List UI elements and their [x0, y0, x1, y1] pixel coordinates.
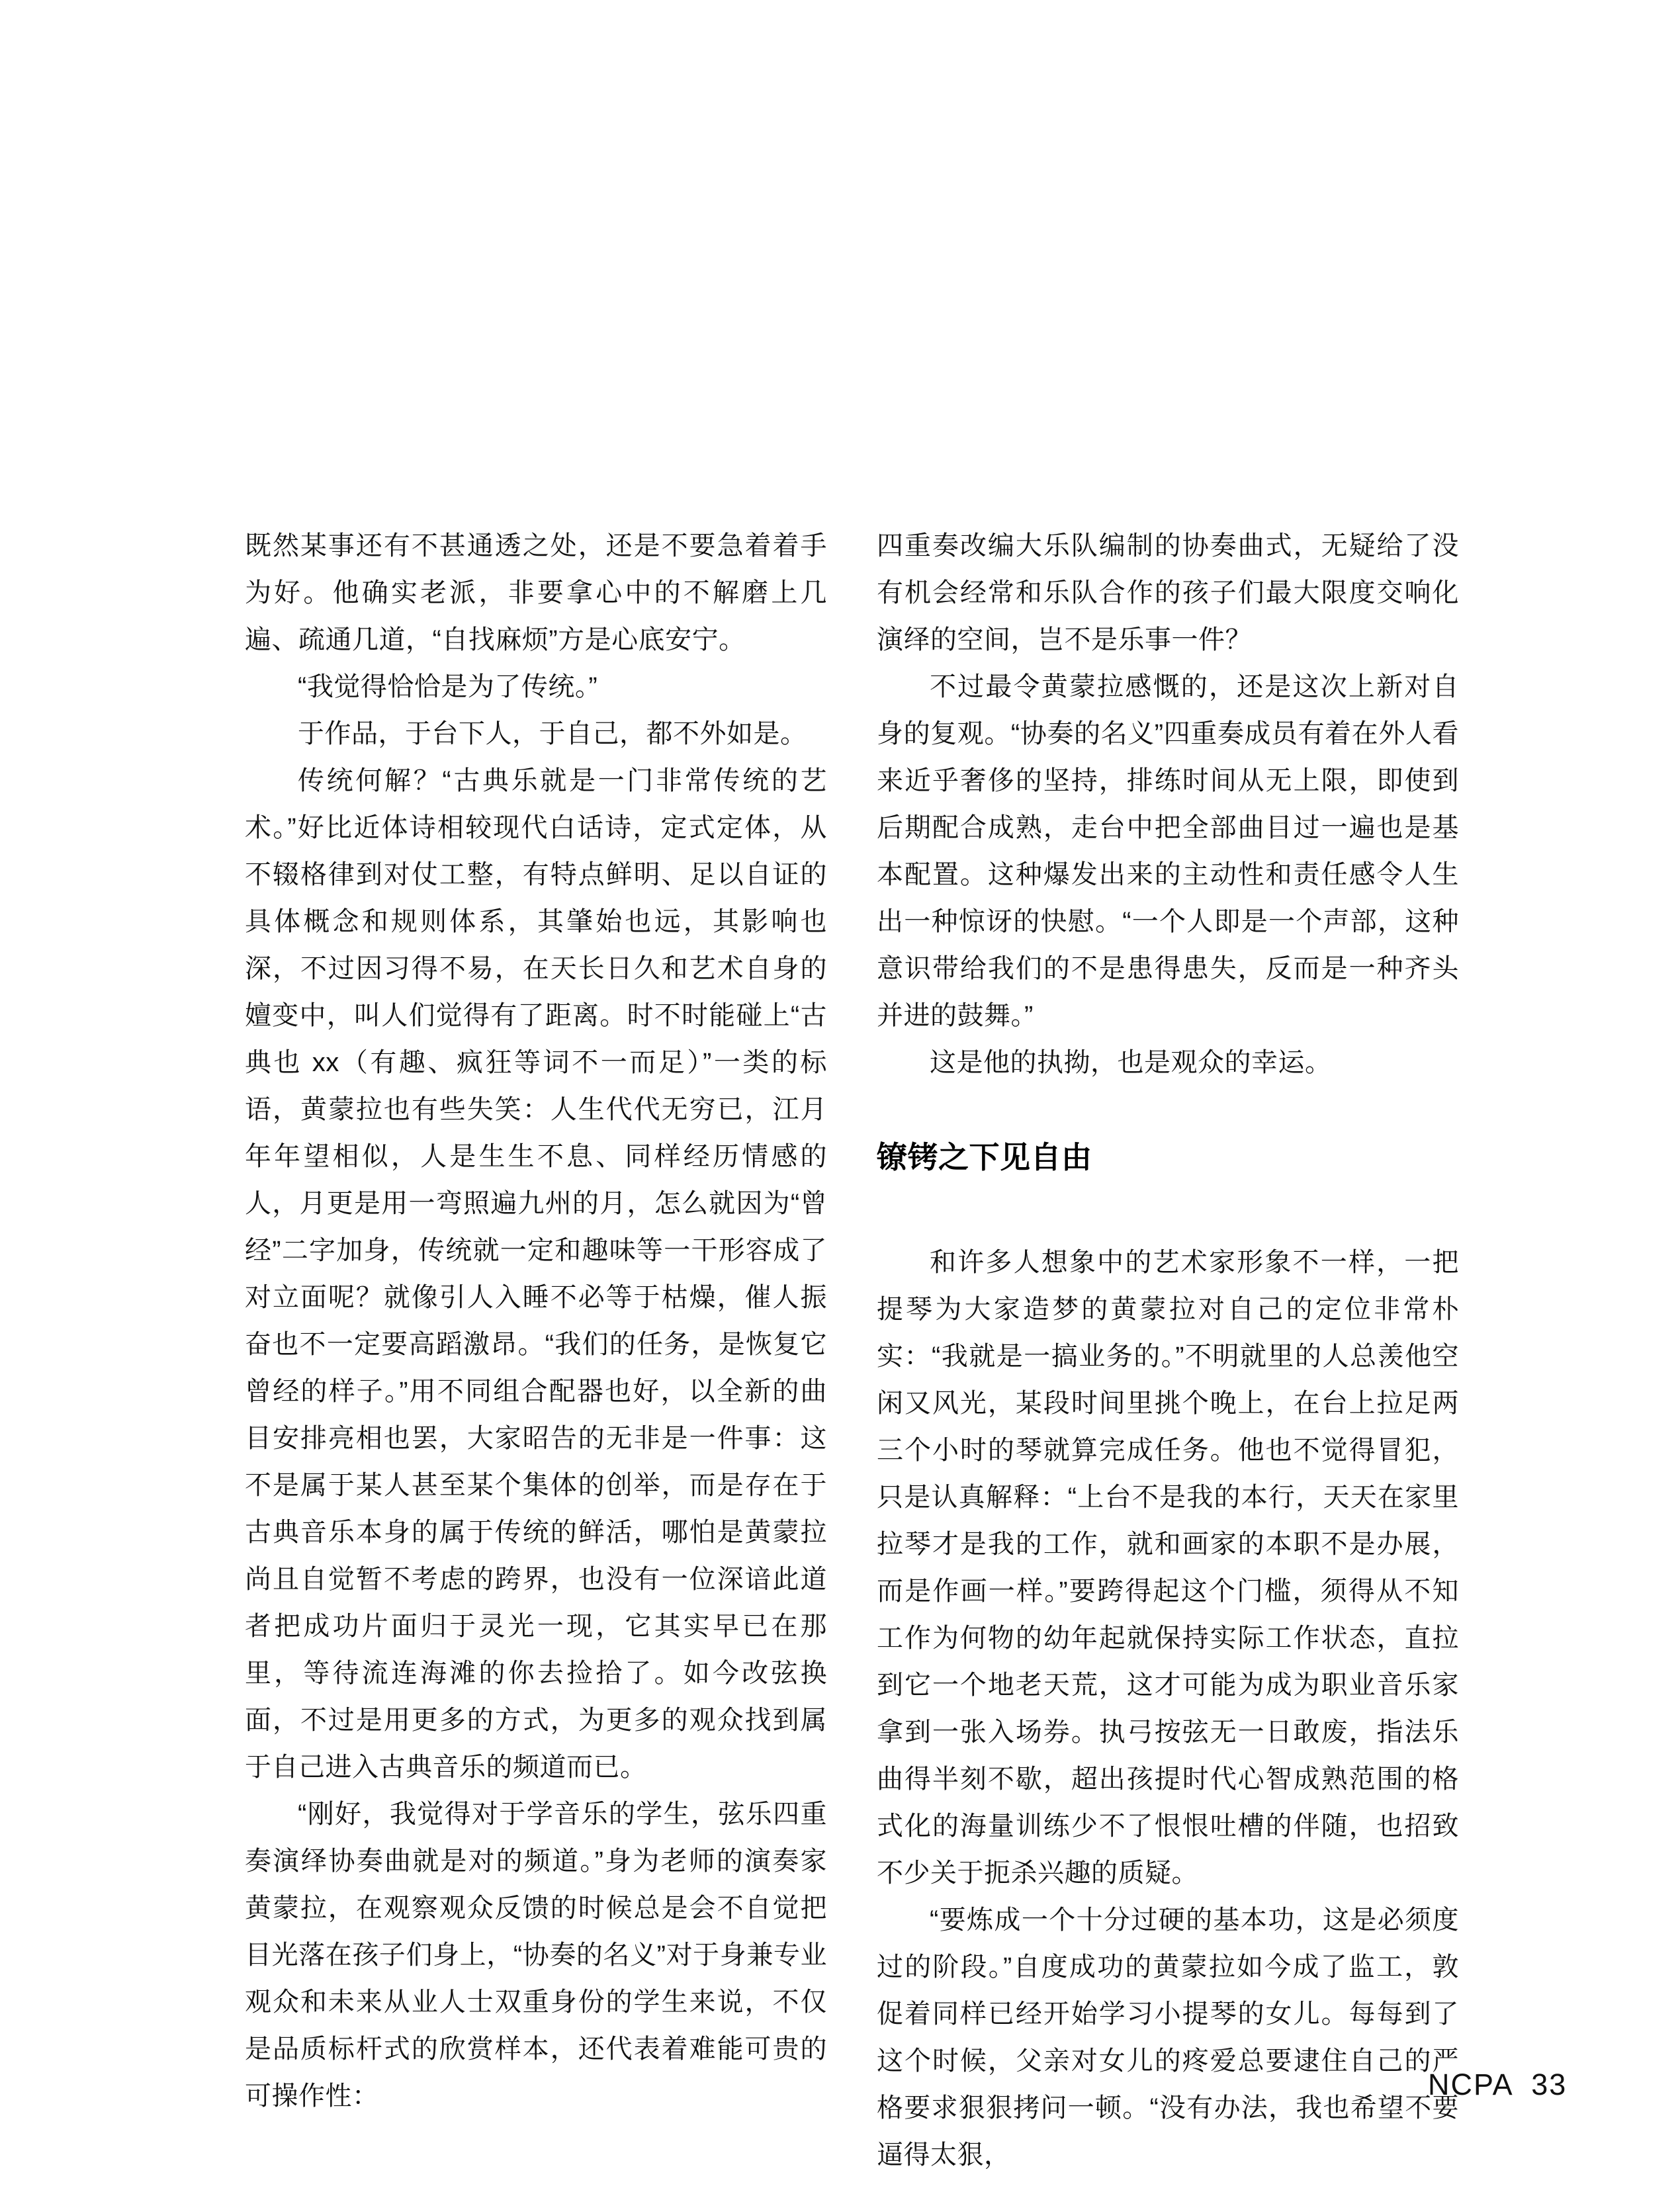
page-footer: NCPA 33 [1428, 2068, 1568, 2101]
paragraph: 和许多人想象中的艺术家形象不一样，一把提琴为大家造梦的黄蒙拉对自己的定位非常朴实：“我就是一搞业务的。”不明就里的人总羡他空闲又风光，某段时间里挑个晚上，在台上拉足两三个小时的琴就算完成任务。他也不觉得冒犯，只是认真解释：“上台不是我的本行，天天在家里拉琴才是我的工作，就和画家的本职不是办展，而是作画一样。”要跨得起这个门槛，须得从不知工作为何物的幼年起就保持实际工作状态，直拉到它一个地老天荒，这才可能为成为职业音乐家拿到一张入场券。执弓按弦无一日敢废，指法乐曲得半刻不歇，超出孩提时代心智成熟范围的格式化的海量训练少不了恨恨吐槽的伴随，也招致不少关于扼杀兴趣的质疑。 [877, 1248, 1459, 1888]
paragraph: “我觉得恰恰是为了传统。” [298, 672, 598, 701]
left-column [245, 523, 827, 2120]
paragraph: “刚好，我觉得对于学音乐的学生，弦乐四重奏演绎协奏曲就是对的频道。”身为老师的演奏家黄蒙拉，在观察观众反馈的时候总是会不自觉把目光落在孩子们身上，“协奏的名义”对于身兼专业观众和未来从业人士双重身份的学生来说，不仅是品质标杆式的欣赏样本，还代表着难能可贵的可操作性： [245, 1800, 827, 2111]
paragraph: 不过最令黄蒙拉感慨的，还是这次上新对自身的复观。“协奏的名义”四重奏成员有着在外人看来近乎奢侈的坚持，排练时间从无上限，即使到后期配合成熟，走台中把全部曲目过一遍也是基本配置。这种爆发出来的主动性和责任感令人生出一种惊讶的快慰。“一个人即是一个声部，这种意识带给我们的不是患得患失，反而是一种齐头并进的鼓舞。” [877, 672, 1459, 1030]
paragraph: 这是他的执拗，也是观众的幸运。 [930, 1048, 1332, 1077]
paragraph: 于作品，于台下人，于自己，都不外如是。 [298, 719, 807, 748]
paragraph: 四重奏改编大乐队编制的协奏曲式，无疑给了没有机会经常和乐队合作的孩子们最大限度交响化演绎的空间，岂不是乐事一件？ [877, 531, 1459, 654]
paragraph: “要炼成一个十分过硬的基本功，这是必须度过的阶段。”自度成功的黄蒙拉如今成了监工，敦促着同样已经开始学习小提琴的女儿。每每到了这个时候，父亲对女儿的疼爱总要逮住自己的严格要求狠狠拷问一顿。“没有办法，我也希望不要逼得太狠， [877, 1905, 1459, 2169]
paragraph: 传统何解？“古典乐就是一门非常传统的艺术。”好比近体诗相较现代白话诗，定式定体，从不辍格律到对仗工整，有特点鲜明、足以自证的具体概念和规则体系，其肇始也远，其影响也深，不过因习得不易，在天长日久和艺术自身的嬗变中，叫人们觉得有了距离。时不时能碰上“古典也 xx（有趣、疯狂等词不一而足）”一类的标语，黄蒙拉也有些失笑：人生代代无穷已，江月年年望相似，人是生生不息、同样经历情感的人，月更是用一弯照遍九州的月，怎么就因为“曾经”二字加身，传统就一定和趣味等一干形容成了对立面呢？就像引人入睡不必等于枯燥，催人振奋也不一定要高蹈激昂。“我们的任务，是恢复它曾经的样子。”用不同组合配器也好，以全新的曲目安排亮相也罢，大家昭告的无非是一件事：这不是属于某人甚至某个集体的创举，而是存在于古典音乐本身的属于传统的鲜活，哪怕是黄蒙拉尚且自觉暂不考虑的跨界，也没有一位深谙此道者把成功片面归于灵光一现，它其实早已在那里，等待流连海滩的你去捡拾了。如今改弦换面，不过是用更多的方式，为更多的观众找到属于自己进入古典音乐的频道而已。 [245, 766, 827, 1782]
right-column [877, 523, 1459, 2179]
section-heading: 镣铐之下见自由 [877, 1140, 1092, 1174]
paragraph: 既然某事还有不甚通透之处，还是不要急着着手为好。他确实老派，非要拿心中的不解磨上几遍、疏通几道，“自找麻烦”方是心底安宁。 [245, 531, 827, 654]
